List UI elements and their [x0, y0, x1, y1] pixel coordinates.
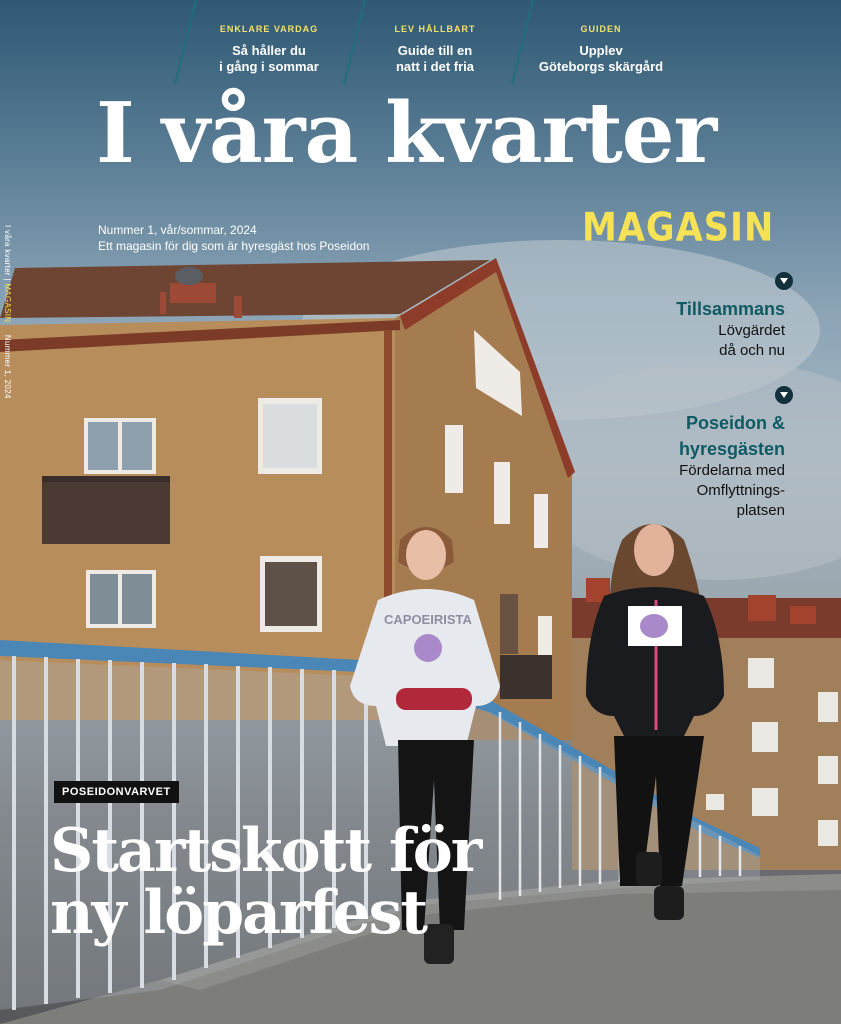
- topic-kicker: GUIDEN: [580, 24, 622, 34]
- sweatshirt-print: CAPOEIRISTA: [384, 612, 472, 627]
- topic-guiden[interactable]: [521, 24, 681, 75]
- spine-accent: MAGASIN: [3, 283, 12, 323]
- teaser-title: Tillsammans: [676, 299, 785, 319]
- feature-tag: POSEIDONVARVET: [54, 781, 179, 803]
- teaser-sub-line1: Fördelarna med: [679, 462, 785, 479]
- teaser-sub-line2: Omflyttnings-: [696, 482, 785, 499]
- topic-lev-hallbart[interactable]: [355, 24, 515, 75]
- spine-number: Nummer 1, 2024: [3, 334, 12, 399]
- topic-headline-line2: Göteborgs skärgård: [538, 59, 664, 74]
- feature-headline-line2: ny löparfest: [50, 878, 427, 948]
- feature-headline-line1: Startskott för: [50, 816, 481, 886]
- issue-info: [98, 222, 369, 254]
- spine-title: I våra kvarter: [3, 225, 12, 276]
- topic-headline-line2: natt i det fria: [395, 59, 474, 74]
- masthead-subtitle: MAGASIN: [582, 206, 775, 251]
- topic-kicker: LEV HÅLLBART: [394, 24, 476, 34]
- masthead-title: I våra kvarter: [96, 84, 717, 182]
- topic-enklare-vardag[interactable]: [189, 24, 349, 75]
- arrow-down-icon: [775, 272, 793, 290]
- teaser-poseidon-hyresgasten[interactable]: [679, 386, 785, 521]
- topic-kicker: ENKLARE VARDAG: [219, 24, 319, 34]
- teaser-sub-line1: Lövgärdet: [718, 322, 785, 339]
- teaser-sub-line3: platsen: [736, 502, 785, 519]
- teaser-title-line1: Poseidon &: [685, 413, 785, 433]
- issue-number: Nummer 1, vår/sommar, 2024: [98, 223, 257, 237]
- teaser-title-line2: hyresgästen: [678, 439, 785, 459]
- teaser-tillsammans[interactable]: [676, 272, 785, 361]
- arrow-down-icon: [775, 386, 793, 404]
- topic-headline-line1: Guide till en: [397, 43, 473, 58]
- topic-headline-line2: i gång i sommar: [219, 59, 319, 74]
- feature-headline[interactable]: [50, 816, 810, 948]
- teaser-sub-line2: då och nu: [719, 342, 785, 359]
- issue-tagline: Ett magasin för dig som är hyresgäst hos Poseidon: [98, 239, 370, 253]
- topic-headline-line1: Upplev: [579, 43, 623, 58]
- topic-headline-line1: Så håller du: [232, 43, 306, 58]
- spine-separator: |: [3, 278, 12, 281]
